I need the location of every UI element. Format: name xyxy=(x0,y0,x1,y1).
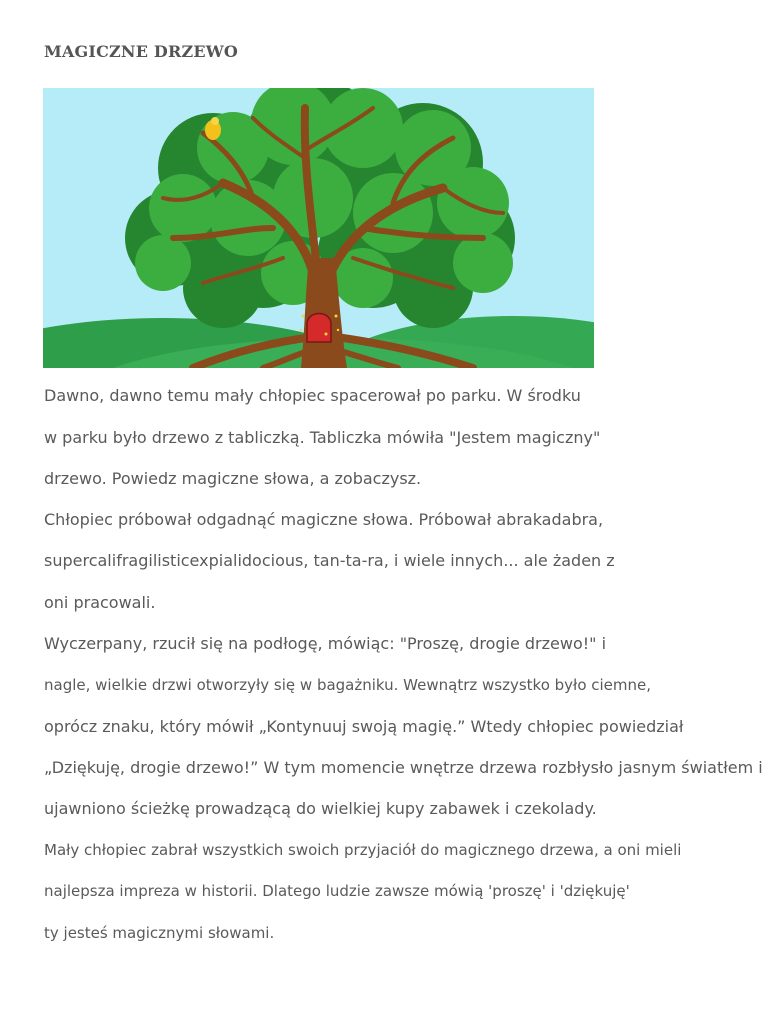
red-door xyxy=(307,314,331,343)
story-line: Dawno, dawno temu mały chłopiec spacerował po parku. W środku xyxy=(44,386,581,405)
story-line: ty jesteś magicznymi słowami. xyxy=(44,924,275,942)
story-line: Mały chłopiec zabrał wszystkich swoich przyjaciół do magicznego drzewa, a oni mieli xyxy=(44,841,682,859)
story-line: oprócz znaku, który mówił „Kontynuuj swoją magię.” Wtedy chłopiec powiedział xyxy=(44,717,684,736)
tree-picture xyxy=(43,88,594,368)
story-title: MAGICZNE DRZEWO xyxy=(44,42,239,61)
story-line: drzewo. Powiedz magiczne słowa, a zobaczysz. xyxy=(44,469,422,488)
story-line: nagle, wielkie drzwi otworzyły się w bagażniku. Wewnątrz wszystko było ciemne, xyxy=(44,676,652,694)
magic-tree-illustration xyxy=(43,88,594,368)
story-line: Wyczerpany, rzucił się na podłogę, mówiąc: "Proszę, drogie drzewo!" i xyxy=(44,634,607,653)
door-knob xyxy=(325,333,328,336)
story-line: supercalifragilisticexpialidocious, tan-ta-ra, i wiele innych... ale żaden z xyxy=(44,551,615,570)
story-line: w parku było drzewo z tabliczką. Tabliczka mówiła "Jestem magiczny" xyxy=(44,428,601,447)
story-line: ujawniono ścieżkę prowadzącą do wielkiej kupy zabawek i czekolady. xyxy=(44,799,597,818)
story-line: najlepsza impreza w historii. Dlatego ludzie zawsze mówią 'proszę' i 'dziękuję' xyxy=(44,882,630,900)
story-line: oni pracowali. xyxy=(44,593,156,612)
story-line: Chłopiec próbował odgadnąć magiczne słowa. Próbował abrakadabra, xyxy=(44,510,604,529)
story-line: „Dziękuję, drogie drzewo!” W tym momencie wnętrze drzewa rozbłysło jasnym światłem i xyxy=(44,758,763,777)
